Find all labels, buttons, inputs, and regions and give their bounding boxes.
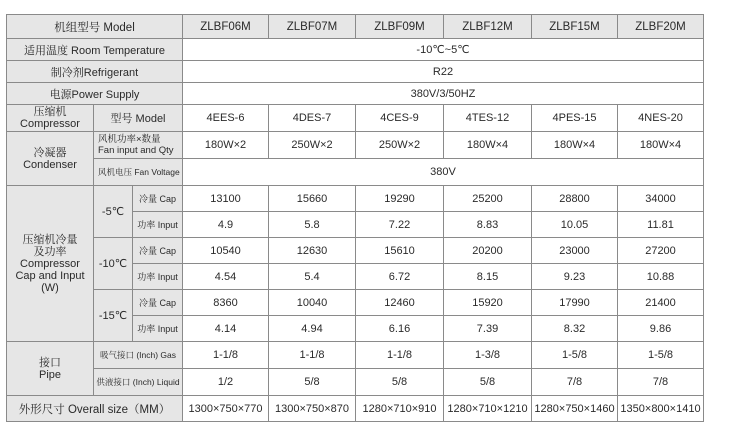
pipe-label-cn: 接口 [39,356,61,369]
spec-table-container [6,14,704,422]
input-cell: 9.86 [618,316,704,342]
input-cell: 7.22 [356,212,444,238]
input-cell: 6.72 [356,264,444,290]
compressor-label [7,105,94,132]
pipe-liquid-row [7,369,704,396]
overall-size-row [7,396,704,422]
cap-cell: 12460 [356,290,444,316]
compressor-label-cn: 压缩机 [33,106,67,118]
fan-input-cell: 250W×2 [356,132,444,159]
input-cell: 5.8 [269,212,356,238]
cap-cell: 34000 [618,186,704,212]
cap-cell: 20200 [444,238,532,264]
input-cell: 8.83 [444,212,532,238]
temp-label: -5℃ [94,186,133,238]
gas-pipe-cell: 1-1/8 [269,342,356,369]
input-cell: 7.39 [444,316,532,342]
cap-label: 冷量 Cap [133,238,183,264]
fan-input-cell: 250W×2 [269,132,356,159]
cap-cell: 13100 [183,186,269,212]
capacity-label [7,186,94,342]
gas-pipe-cell: 1-5/8 [618,342,704,369]
cap-cell: 28800 [532,186,618,212]
cap-cell: 23000 [532,238,618,264]
compressor-label-en: Compressor [20,118,80,130]
liquid-pipe-cell: 7/8 [532,369,618,396]
overall-size-cell: 1280×750×1460 [532,396,618,422]
header-row [7,15,704,39]
compressor-model-cell: 4EES-6 [183,105,269,132]
fan-voltage-value: 380V [183,159,704,186]
fan-input-cell: 180W×4 [444,132,532,159]
model-header-cell: ZLBF07M [269,15,356,39]
cap-cell: 25200 [444,186,532,212]
cap-label: 冷量 Cap [133,186,183,212]
capacity-label-en2: Cap and Input [15,269,85,282]
input-cell: 9.23 [532,264,618,290]
liquid-pipe-cell: 5/8 [444,369,532,396]
temp-label: -15℃ [94,290,133,342]
cap-cell: 15920 [444,290,532,316]
power-supply-label: 电源Power Supply [7,83,183,105]
liquid-pipe-cell: 5/8 [269,369,356,396]
gas-pipe-cell: 1-5/8 [532,342,618,369]
input-cell: 4.9 [183,212,269,238]
compressor-model-cell: 4PES-15 [532,105,618,132]
gas-pipe-cell: 1-1/8 [183,342,269,369]
cap-label: 冷量 Cap [133,290,183,316]
model-header-cell: ZLBF20M [618,15,704,39]
model-header-cell: ZLBF15M [532,15,618,39]
input-cell: 4.94 [269,316,356,342]
pipe-label [7,342,94,396]
input-cell: 8.32 [532,316,618,342]
overall-size-label: 外形尺寸 Overall size（MM） [7,396,183,422]
fan-input-cell: 180W×2 [183,132,269,159]
cap-cell: 10540 [183,238,269,264]
fan-input-label-en: Fan input and Qty [98,145,174,156]
cap-cell: 8360 [183,290,269,316]
power-supply-row [7,83,704,105]
model-header-cell: ZLBF12M [444,15,532,39]
input-label: 功率 Input [133,316,183,342]
compressor-model-label: 型号 Model [94,105,183,132]
overall-size-cell: 1280×710×1210 [444,396,532,422]
input-cell: 6.16 [356,316,444,342]
overall-size-cell: 1300×750×770 [183,396,269,422]
cap-cell: 15610 [356,238,444,264]
cap-row [7,238,704,264]
capacity-label-cn1: 压缩机冷量 [22,233,78,246]
cap-cell: 21400 [618,290,704,316]
room-temperature-row [7,39,704,61]
cap-cell: 15660 [269,186,356,212]
refrigerant-row [7,61,704,83]
temp-label: -10℃ [94,238,133,290]
cap-row [7,186,704,212]
fan-input-label-cn: 风机功率×数量 [98,134,161,145]
input-label: 功率 Input [133,212,183,238]
fan-input-cell: 180W×4 [532,132,618,159]
gas-pipe-cell: 1-1/8 [356,342,444,369]
compressor-model-cell: 4DES-7 [269,105,356,132]
liquid-pipe-label: 供液接口 (Inch) Liquid [94,369,183,396]
input-cell: 4.14 [183,316,269,342]
refrigerant-label: 制冷剂Refrigerant [7,61,183,83]
input-label: 功率 Input [133,264,183,290]
fan-voltage-row [7,159,704,186]
input-cell: 5.4 [269,264,356,290]
cap-cell: 27200 [618,238,704,264]
spec-table [6,14,704,422]
condenser-label-en: Condenser [23,158,77,171]
gas-pipe-label: 吸气接口 (Inch) Gas [94,342,183,369]
fan-input-label [94,132,183,159]
capacity-label-en1: Compressor [20,257,80,270]
input-cell: 4.54 [183,264,269,290]
cap-cell: 19290 [356,186,444,212]
input-cell: 11.81 [618,212,704,238]
capacity-label-en3: (W) [41,281,59,294]
pipe-gas-row [7,342,704,369]
condenser-label-cn: 冷凝器 [33,146,67,159]
compressor-row [7,105,704,132]
compressor-model-cell: 4TES-12 [444,105,532,132]
overall-size-cell: 1280×710×910 [356,396,444,422]
cap-row [7,290,704,316]
condenser-label [7,132,94,186]
input-cell: 8.15 [444,264,532,290]
compressor-model-cell: 4NES-20 [618,105,704,132]
liquid-pipe-cell: 7/8 [618,369,704,396]
condenser-fan-row [7,132,704,159]
cap-cell: 10040 [269,290,356,316]
room-temperature-label: 适用温度 Room Temperature [7,39,183,61]
liquid-pipe-cell: 1/2 [183,369,269,396]
fan-voltage-label: 风机电压 Fan Voltage [94,159,183,186]
overall-size-cell: 1350×800×1410 [618,396,704,422]
model-header-label: 机组型号 Model [7,15,183,39]
capacity-label-cn2: 及功率 [33,245,67,258]
room-temperature-value: -10℃~5℃ [183,39,704,61]
gas-pipe-cell: 1-3/8 [444,342,532,369]
cap-cell: 12630 [269,238,356,264]
model-header-cell: ZLBF06M [183,15,269,39]
power-supply-value: 380V/3/50HZ [183,83,704,105]
model-header-cell: ZLBF09M [356,15,444,39]
input-cell: 10.88 [618,264,704,290]
compressor-model-cell: 4CES-9 [356,105,444,132]
refrigerant-value: R22 [183,61,704,83]
overall-size-cell: 1300×750×870 [269,396,356,422]
pipe-label-en: Pipe [38,368,62,381]
fan-input-cell: 180W×4 [618,132,704,159]
liquid-pipe-cell: 5/8 [356,369,444,396]
input-cell: 10.05 [532,212,618,238]
cap-cell: 17990 [532,290,618,316]
